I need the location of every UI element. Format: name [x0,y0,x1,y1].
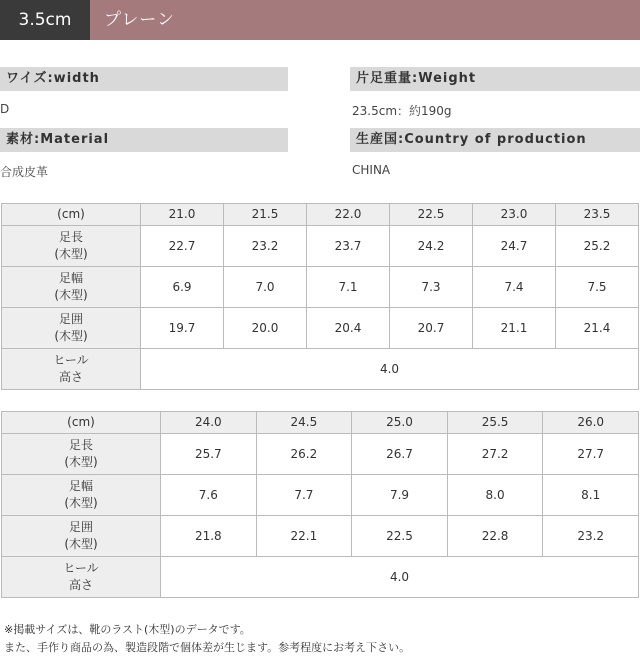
value-cell: 22.1 [256,516,352,557]
row-label-foot-girth [2,308,141,349]
unit-cell: (cm) [2,412,161,434]
value-cell: 7.5 [556,267,639,308]
size-table-1 [1,203,639,390]
heel-height-value: 4.0 [141,349,639,390]
row-label-line: (木型) [54,329,88,343]
size-table-2 [1,411,639,598]
value-cell: 27.2 [447,434,543,475]
row-label-foot-width [2,475,161,516]
value-cell: 7.6 [161,475,257,516]
table-row [2,349,639,390]
value-cell: 24.7 [473,226,556,267]
value-cell: 23.2 [543,516,639,557]
value-cell: 22.7 [141,226,224,267]
row-label-heel-height [2,557,161,598]
row-label-foot-length [2,434,161,475]
table-row [2,557,639,598]
row-label-line: (木型) [64,496,98,510]
row-label-line: 高さ [68,578,93,592]
size-cell: 26.0 [543,412,639,434]
row-label-line: ヒール [53,353,89,367]
heel-height-value: 4.0 [161,557,639,598]
unit-cell: (cm) [2,204,141,226]
value-cell: 22.8 [447,516,543,557]
table-row [2,267,639,308]
value-cell: 6.9 [141,267,224,308]
note-line-1: ※掲載サイズは、靴のラスト(木型)のデータです。 [4,623,251,636]
value-cell: 27.7 [543,434,639,475]
value-cell: 21.1 [473,308,556,349]
table-row [2,308,639,349]
row-label-heel-height [2,349,141,390]
size-cell: 23.0 [473,204,556,226]
size-cell: 22.0 [307,204,390,226]
header-bar [0,0,640,40]
value-cell: 23.2 [224,226,307,267]
value-cell: 19.7 [141,308,224,349]
value-cell: 21.4 [556,308,639,349]
row-label-line: (木型) [64,455,98,469]
value-cell: 25.2 [556,226,639,267]
row-label-line: (木型) [54,247,88,261]
value-cell: 23.7 [307,226,390,267]
size-cell: 22.5 [390,204,473,226]
table-row [2,434,639,475]
row-label-foot-width [2,267,141,308]
value-cell: 22.5 [352,516,448,557]
value-cell: 7.4 [473,267,556,308]
table-row [2,226,639,267]
table-row [2,475,639,516]
width-label: ワイズ:width [0,67,288,91]
value-cell: 7.1 [307,267,390,308]
material-value: 合成皮革 [0,165,49,179]
row-label-line: (木型) [54,288,88,302]
table-header-row [2,412,639,434]
row-label-line: (木型) [64,537,98,551]
value-cell: 26.7 [352,434,448,475]
row-label-line: 高さ [58,370,83,384]
weight-label: 片足重量:Weight [350,67,640,91]
size-cell: 23.5 [556,204,639,226]
value-cell: 8.1 [543,475,639,516]
value-cell: 25.7 [161,434,257,475]
country-label: 生産国:Country of production [350,128,640,152]
size-cell: 24.0 [161,412,257,434]
value-cell: 21.8 [161,516,257,557]
row-label-line: 足囲 [58,312,83,326]
size-cell: 21.5 [224,204,307,226]
row-label-foot-girth [2,516,161,557]
size-cell: 21.0 [141,204,224,226]
weight-value: 23.5cm：約190g [352,104,452,118]
size-cell: 25.5 [447,412,543,434]
value-cell: 20.0 [224,308,307,349]
row-label-foot-length [2,226,141,267]
note-line-2: また、手作り商品の為、製造段階で個体差が生じます。参考程度にお考え下さい。 [4,641,411,654]
country-value: CHINA [352,163,391,177]
value-cell: 20.7 [390,308,473,349]
table-header-row [2,204,639,226]
value-cell: 24.2 [390,226,473,267]
size-cell: 24.5 [256,412,352,434]
table-row [2,516,639,557]
product-title: プレーン [104,10,175,30]
heel-height-badge: 3.5cm [0,0,90,40]
value-cell: 7.7 [256,475,352,516]
row-label-line: 足長 [58,230,83,244]
row-label-line: 足囲 [68,520,93,534]
row-label-line: 足長 [68,438,93,452]
size-cell: 25.0 [352,412,448,434]
width-value: D [0,102,10,116]
value-cell: 8.0 [447,475,543,516]
row-label-line: 足幅 [68,479,93,493]
value-cell: 7.3 [390,267,473,308]
row-label-line: ヒール [63,561,99,575]
value-cell: 7.0 [224,267,307,308]
value-cell: 7.9 [352,475,448,516]
row-label-line: 足幅 [58,271,83,285]
material-label: 素材:Material [0,128,288,152]
value-cell: 26.2 [256,434,352,475]
value-cell: 20.4 [307,308,390,349]
